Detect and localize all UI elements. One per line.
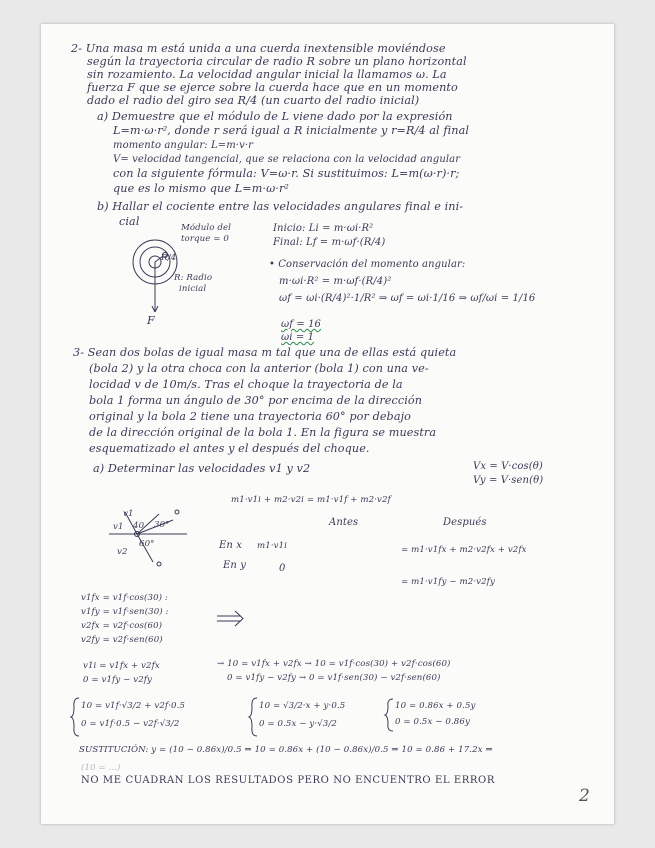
p2-line-1: 2- Una masa m está unida a una cuerda inextensible moviéndose — [71, 42, 446, 55]
fig2-small-r: R/4 — [161, 253, 177, 263]
notebook-page — [41, 24, 614, 824]
fig2-radius-label-1: R: Radio — [174, 273, 213, 283]
fig2-label-moment-2: torque = 0 — [181, 234, 229, 244]
p3a-en-y: En y — [223, 560, 246, 571]
p3a-system1-right-2: 0 = v1fy − v2fy → 0 = v1f·sen(30) − v2f·sen(60) — [227, 673, 441, 683]
p2b-work-2: Final: Lf = m·ωf·(R/4) — [273, 237, 386, 248]
page-number: 2 — [579, 786, 590, 806]
p2a-line-4: V= velocidad tangencial, que se relaciona con la velocidad angular — [113, 154, 461, 165]
p3a-decomp-2: v1fy = v1f·sen(30) : — [81, 607, 169, 617]
p3a-decomp-4: v2fy = v2f·sen(60) — [81, 635, 163, 645]
p3-line-3: locidad v de 10m/s. Tras el choque la trayectoria de la — [89, 378, 403, 391]
p2b-line-2: cial — [119, 215, 140, 228]
fig3-angle-30: 30° — [154, 520, 170, 530]
p3a-en-x: En x — [219, 540, 242, 551]
p3-line-4: bola 1 forma un ángulo de 30° por encima de la dirección — [89, 394, 423, 407]
p3a-en-y-mid: 0 — [279, 563, 286, 574]
p2-line-3: sin rozamiento. La velocidad angular inicial la llamamos ω. La — [87, 68, 447, 81]
p3a-before-label: Antes — [329, 517, 359, 528]
p3-line-5: original y la bola 2 tiene una trayectoria 60° por debajo — [89, 410, 411, 423]
implies-arrow — [217, 610, 247, 630]
p3a-title: a) Determinar las velocidades v1 y v2 — [93, 462, 311, 475]
p3-line-1: 3- Sean dos bolas de igual masa m tal que una de ellas está quieta — [73, 346, 457, 359]
p2b-work-7: ωi = 1 — [281, 332, 315, 343]
p2b-work-4: m·ωi·R² = m·ωf·(R/4)² — [279, 276, 392, 287]
fig2-radius-label-2: inicial — [179, 284, 207, 294]
p3a-system1-1: v1i = v1fx + v2fx — [83, 661, 160, 671]
p3a-note: NO ME CUADRAN LOS RESULTADOS PERO NO ENCUENTRO EL ERROR — [81, 775, 495, 786]
p2b-work-5: ωf = ωi·(R/4)²·1/R² ⇒ ωf = ωi·1/16 ⇒ ωf/ωi = 1/16 — [279, 293, 536, 304]
fig3-v2: v2 — [117, 547, 128, 557]
p3a-system4-1: 10 = 0.86x + 0.5y — [395, 701, 476, 711]
p2b-work-3: • Conservación del momento angular: — [269, 259, 466, 270]
p3a-decomp-1: v1fx = v1f·cos(30) : — [81, 593, 168, 603]
fig3-angle-60: 60° — [139, 539, 155, 549]
brace-2 — [249, 697, 259, 737]
p3a-substitution: SUSTITUCIÓN: y = (10 − 0.86x)/0.5 ⇒ 10 = 0.86x + (10 − 0.86x)/0.5 ⇒ 10 = 0.86 + 17.2x ⇒ — [79, 745, 493, 755]
p2-line-5: dado el radio del giro sea R/4 (un cuarto del radio inicial) — [87, 94, 420, 107]
p3-line-6: de la dirección original de la bola 1. En la figura se muestra — [89, 426, 437, 439]
p2a-line-5: con la siguiente fórmula: V=ω·r. Si sustituimos: L=m(ω·r)·r; — [113, 167, 460, 180]
p3a-en-x-right: = m1·v1fx + m2·v2fx + v2fx — [401, 545, 527, 555]
fig3-v1-top: v1 — [123, 509, 134, 519]
p3a-after-label: Después — [443, 517, 487, 528]
p3a-system1-right-1: → 10 = v1fx + v2fx → 10 = v1f·cos(30) + v2f·cos(60) — [217, 659, 451, 669]
p2-line-4: fuerza F que se ejerce sobre la cuerda hace que en un momento — [87, 81, 458, 94]
p3a-en-y-right: = m1·v1fy − m2·v2fy — [401, 577, 495, 587]
p3a-strikeout: (10 = ...) — [81, 763, 121, 773]
p3a-en-x-mid: m1·v1i — [257, 541, 288, 551]
p3a-system2-1: 10 = v1f·√3/2 + v2f·0.5 — [81, 701, 186, 711]
p3a-system3-1: 10 = √3/2·x + y·0.5 — [259, 701, 346, 711]
fig2-force-label: F — [147, 314, 155, 327]
p3a-vy: Vy = V·sen(θ) — [473, 475, 544, 486]
brace-1 — [71, 697, 81, 737]
p3a-system4-2: 0 = 0.5x − 0.86y — [395, 717, 470, 727]
p2a-line-3: momento angular: L=m·v·r — [113, 140, 253, 151]
p3a-decomp-3: v2fx = v2f·cos(60) — [81, 621, 163, 631]
p2-line-2: según la trayectoria circular de radio R sobre un plano horizontal — [87, 55, 467, 68]
brace-3 — [385, 698, 395, 732]
p2b-work-6: ωf = 16 — [281, 319, 322, 330]
p2a-line-6: que es lo mismo que L=m·ω·r² — [113, 182, 289, 195]
fig3-angle-40: 40 — [133, 521, 145, 531]
p2b-work-1: Inicio: Li = m·ωi·R² — [273, 223, 374, 234]
p3a-system1-2: 0 = v1fy − v2fy — [83, 675, 153, 685]
p3a-momentum-eq: m1·v1i + m2·v2i = m1·v1f + m2·v2f — [231, 495, 391, 505]
p2b-line-1: b) Hallar el cociente entre las velocidades angulares final e ini- — [97, 200, 464, 213]
p2a-line-2: L=m·ω·r², donde r será igual a R inicialmente y r=R/4 al final — [113, 124, 470, 137]
p3a-system3-2: 0 = 0.5x − y·√3/2 — [259, 719, 337, 729]
fig3-v1-left: v1 — [113, 522, 124, 532]
p3-line-7: esquematizado el antes y el después del choque. — [89, 442, 370, 455]
p3a-system2-2: 0 = v1f·0.5 − v2f·√3/2 — [81, 719, 180, 729]
p3-line-2: (bola 2) y la otra choca con la anterior (bola 1) con una ve- — [89, 362, 429, 375]
fig2-label-moment-1: Módulo del — [181, 223, 231, 233]
p2a-line-1: a) Demuestre que el módulo de L viene dado por la expresión — [97, 110, 453, 123]
p3a-vx: Vx = V·cos(θ) — [473, 461, 543, 472]
